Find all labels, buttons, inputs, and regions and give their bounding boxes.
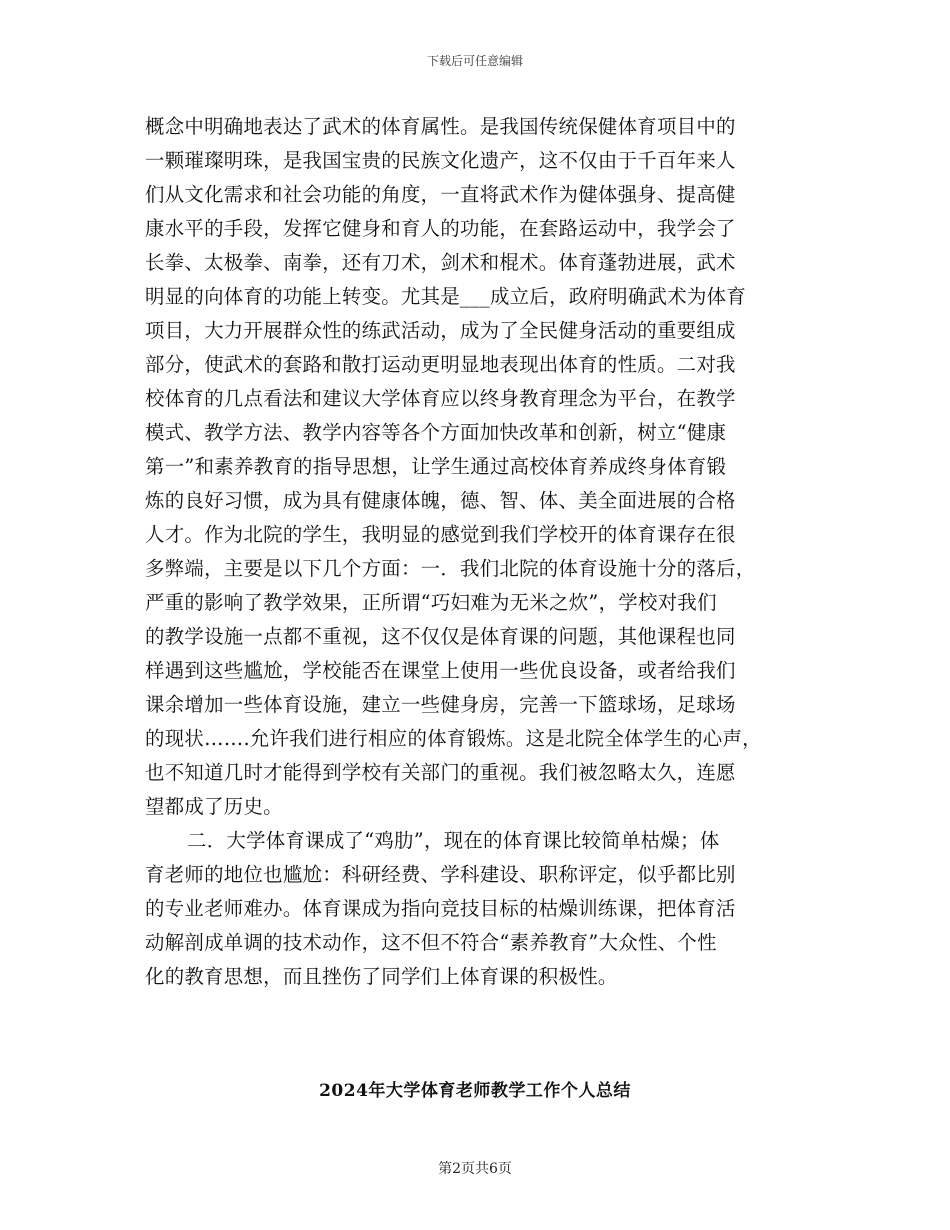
- text-line: 明显的向体育的功能上转变。尤其是___成立后，政府明确武术为体育: [145, 285, 747, 308]
- text-line: 的专业老师难办。体育课成为指向竞技目标的枯燥训练课，把体育活: [145, 897, 736, 920]
- text-line: 炼的良好习惯，成为具有健康体魄，德、智、体、美全面进展的合格: [145, 489, 736, 512]
- body-text: [145, 110, 815, 994]
- header-note: 下载后可任意编辑: [426, 54, 523, 68]
- text-line: 们从文化需求和社会功能的角度，一直将武术作为健体强身、提高健: [145, 183, 736, 206]
- text-line: 的教学设施一点都不重视，这不仅仅是体育课的问题，其他课程也同: [145, 625, 736, 648]
- text-line: 课余增加一些体育设施，建立一些健身房，完善一下篮球场，足球场: [145, 693, 736, 716]
- text-line: 一颗璀璨明珠，是我国宝贵的民族文化遗产，这不仅由于千百年来人: [145, 149, 736, 172]
- text-line: 严重的影响了教学效果，正所谓“巧妇难为无米之炊”，学校对我们: [145, 591, 717, 614]
- page-number: 第2页共6页: [438, 1161, 512, 1177]
- text-line: 育老师的地位也尴尬：科研经费、学科建设、职称评定，似乎都比别: [145, 863, 736, 886]
- text-line: 部分，使武术的套路和散打运动更明显地表现出体育的性质。二对我: [145, 353, 736, 376]
- text-line: 康水平的手段，发挥它健身和育人的功能，在套路运动中，我学会了: [145, 217, 736, 240]
- text-line: 人才。作为北院的学生，我明显的感觉到我们学校开的体育课存在很: [145, 523, 736, 546]
- text-line: 也不知道几时才能得到学校有关部门的重视。我们被忽略太久，连愿: [145, 761, 736, 784]
- text-line: 样遇到这些尴尬，学校能否在课堂上使用一些优良设备，或者给我们: [145, 659, 736, 682]
- text-line: 模式、教学方法、教学内容等各个方面加快改革和创新，树立“健康: [145, 421, 727, 444]
- text-line: 化的教育思想，而且挫伤了同学们上体育课的积极性。: [145, 965, 618, 988]
- text-line: 第一”和素养教育的指导思想，让学生通过高校体育养成终身体育锻: [145, 455, 727, 478]
- paragraph-start-line: 二．大学体育课成了“鸡肋”，现在的体育课比较简单枯燥；体: [187, 829, 720, 852]
- section-title: 2024年大学体育老师教学工作个人总结: [319, 1081, 631, 1101]
- text-line: 长拳、太极拳、南拳，还有刀术，剑术和棍术。体育蓬勃进展，武术: [145, 251, 736, 274]
- text-line: 校体育的几点看法和建议大学体育应以终身教育理念为平台，在教学: [145, 387, 736, 410]
- text-line: 的现状…….允许我们进行相应的体育锻炼。这是北院全体学生的心声，: [145, 727, 762, 750]
- text-line: 动解剖成单调的技术动作，这不但不符合“素养教育”大众性、个性: [145, 931, 717, 954]
- text-line: 多弊端，主要是以下几个方面：一．我们北院的体育设施十分的落后，: [145, 557, 756, 580]
- text-line: 概念中明确地表达了武术的体育属性。是我国传统保健体育项目中的: [145, 115, 736, 138]
- text-line: 望都成了历史。: [145, 795, 283, 818]
- text-line: 项目，大力开展群众性的练武活动，成为了全民健身活动的重要组成: [145, 319, 736, 342]
